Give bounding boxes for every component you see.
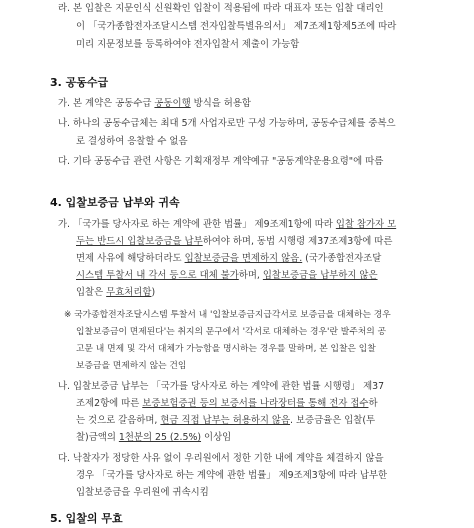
s2-ra-line-1: 라. 본 입찰은 지문인식 신원확인 입찰이 적용됨에 따라 대표자 또는 입찰 대리인 <box>58 3 384 14</box>
s4-na-line-1: 나. 입찰보증금 납부는 「국가를 당사자로 하는 계약에 관한 법률 시행령」 제37 <box>58 381 385 392</box>
section-3-heading: 3. 공동수급 <box>50 76 109 89</box>
s3-ga-line: 가. 본 계약은 공동수급 공동이행 방식을 허용함 <box>58 98 251 109</box>
section-5-heading: 5. 입찰의 무효 <box>50 512 123 525</box>
s4-ga-line-2: 두는 반드시 입찰보증금을 납부하여야 하며, 동법 시행령 제37조제3항에 따른 <box>76 236 393 247</box>
s4-ga-line-1: 가. 「국가를 당사자로 하는 계약에 관한 법률」 제9조제1항에 따라 입찰 참가자 모 <box>58 219 397 230</box>
s3-na-line-2: 로 결성하여 응찰할 수 없음 <box>76 136 188 147</box>
section-4-heading: 4. 입찰보증금 납부와 귀속 <box>50 196 180 209</box>
s3-da-line: 다. 기타 공동수급 관련 사항은 기획재정부 계약예규 "공동계약운용요령"에 따름 <box>58 156 384 167</box>
s4-na-line-2: 조제2항에 따른 보증보험증권 등의 보증서를 나라장터를 통해 전자 접수하 <box>76 398 378 409</box>
s4-na-line-4: 찰)금액의 1천분의 25 (2.5%) 이상임 <box>76 432 232 443</box>
s4-da-line-1: 다. 낙찰자가 정당한 사유 없이 우리원에서 정한 기한 내에 계약을 체결하지 않을 <box>58 453 384 464</box>
s4-ga-line-3: 면제 사유에 해당하더라도 입찰보증금을 면제하지 않음. (국가종합전자조달 <box>76 253 382 264</box>
s4-da-line-3: 입찰보증금을 우리원에 귀속시킴 <box>76 487 209 498</box>
s3-na-line-1: 나. 하나의 공동수급체는 최대 5개 사업자로만 구성 가능하며, 공동수급체를 중복으 <box>58 118 396 129</box>
s2-ra-line-3: 미리 지문정보를 등록하여야 전자입찰서 제출이 가능함 <box>76 39 300 50</box>
s4-note-line-4: 보증금을 면제하지 않는 건임 <box>76 361 187 371</box>
s4-note-line-3: 고문 내 면제 및 각서 대체가 가능함을 명시하는 경우를 말하며, 본 입찰은 입찰 <box>76 344 376 354</box>
s4-note-line-1: ※ 국가종합전자조달시스템 투찰서 내 '입찰보증금지급각서로 보증금을 대체하는 경우 <box>64 310 391 320</box>
s2-ra-line-2: 이 「국가종합전자조달시스템 전자입찰특별유의서」 제7조제1항제5조에 따라 <box>76 21 397 32</box>
s4-ga-line-4: 시스템 투찰서 내 각서 등으로 대체 불가하며, 입찰보증금을 납부하지 않은 <box>76 270 378 281</box>
s4-da-line-2: 경우 「국가를 당사자로 하는 계약에 관한 법률」 제9조제3항에 따라 납부한 <box>76 470 388 481</box>
s4-note-line-2: 입찰보증금이 면제된다'는 취지의 문구에서 '각서로 대체하는 경우'란 발주처의 공 <box>76 327 387 337</box>
s4-ga-line-5: 입찰은 무효처리함) <box>76 287 156 298</box>
s4-na-line-3: 는 것으로 갈음하며, 현금 직접 납부는 허용하지 않음. 보증금율은 입찰(투 <box>76 415 376 426</box>
